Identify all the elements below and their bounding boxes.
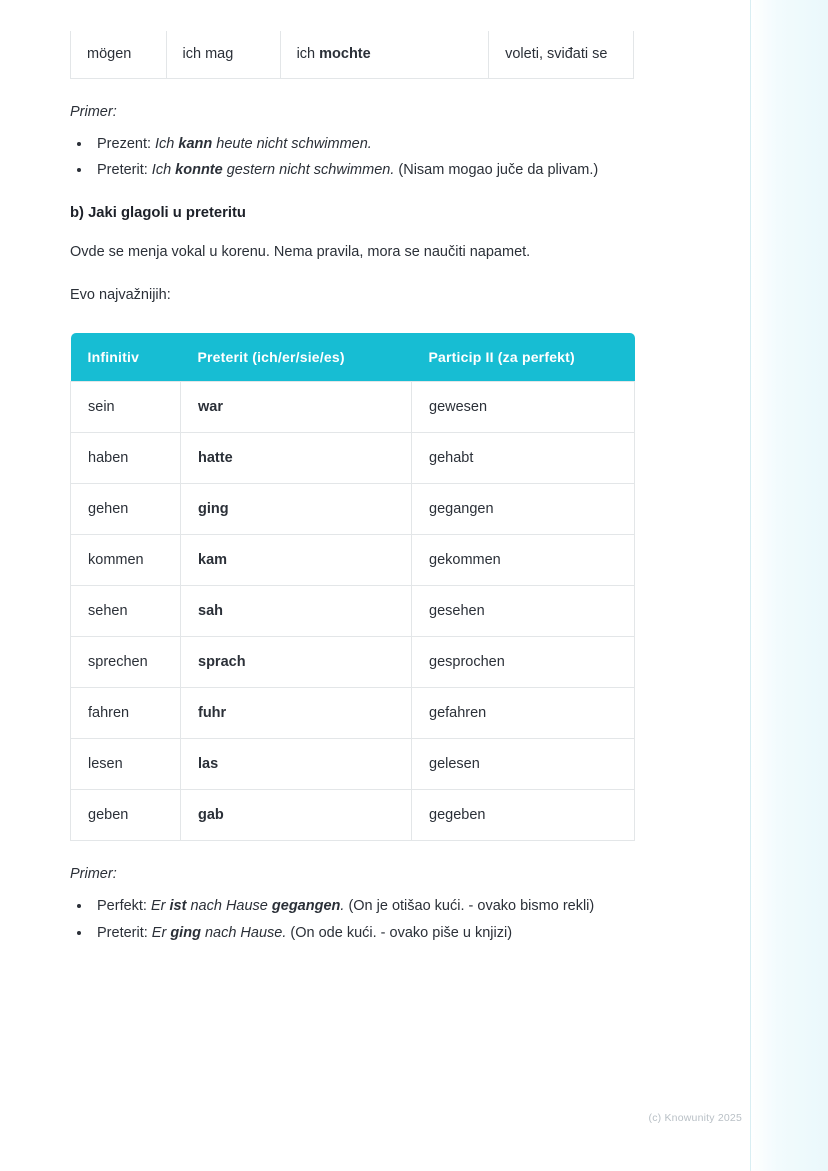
cell-particip: gesprochen xyxy=(412,637,635,688)
cell-infinitiv: fahren xyxy=(71,688,181,739)
examples-list-1 xyxy=(70,133,636,182)
column-header-infinitiv: Infinitiv xyxy=(71,333,181,382)
cell-particip: gewesen xyxy=(412,382,635,433)
example-italic-2: gestern nicht schwimmen. xyxy=(222,162,395,179)
table-row xyxy=(71,637,635,688)
table-row xyxy=(71,433,635,484)
primer-label-2: Primer: xyxy=(70,866,117,883)
table-header-row xyxy=(71,333,635,382)
cell-preterit: kam xyxy=(181,535,412,586)
example-italic-2: nach Hause. xyxy=(200,924,287,941)
table-row xyxy=(71,382,635,433)
example-italic-3: . xyxy=(340,898,345,915)
column-header-particip: Particip II (za perfekt) xyxy=(412,333,635,382)
example-prefix: Prezent: xyxy=(97,136,156,153)
table-row xyxy=(71,739,635,790)
table-row xyxy=(71,586,635,637)
list-item xyxy=(92,159,636,181)
table-row xyxy=(71,790,635,841)
example-italic-bold: ging xyxy=(170,924,201,941)
cell-meaning: voleti, sviđati se xyxy=(489,31,634,79)
cell-preterit: fuhr xyxy=(181,688,412,739)
modal-verbs-table-partial xyxy=(70,31,634,79)
example-italic-1: Ich xyxy=(151,162,176,179)
cell-preterite xyxy=(280,31,489,79)
example-suffix: (Nisam mogao juče da plivam.) xyxy=(394,162,599,179)
cell-infinitiv: haben xyxy=(71,433,181,484)
example-italic-bold: ist xyxy=(169,898,187,915)
example-prefix: Perfekt: xyxy=(97,898,151,915)
table-row xyxy=(71,484,635,535)
cell-infinitiv: lesen xyxy=(71,739,181,790)
list-item xyxy=(92,922,636,944)
cell-infinitiv: geben xyxy=(71,790,181,841)
column-header-preterit: Preterit (ich/er/sie/es) xyxy=(181,333,412,382)
cell-infinitiv: sprechen xyxy=(71,637,181,688)
table-row xyxy=(71,688,635,739)
cell-particip: gelesen xyxy=(412,739,635,790)
examples-list-2 xyxy=(70,895,636,944)
example-italic-bold: kann xyxy=(178,136,213,153)
primer-label-1: Primer: xyxy=(70,104,117,121)
cell-infinitive: mögen xyxy=(71,31,167,79)
strong-verbs-table xyxy=(70,333,635,841)
cell-preterit: ging xyxy=(181,484,412,535)
cell-particip: gegeben xyxy=(412,790,635,841)
cell-present: ich mag xyxy=(166,31,280,79)
example-italic-2: nach Hause xyxy=(186,898,272,915)
example-prefix: Preterit: xyxy=(97,162,152,179)
example-italic-1: Ich xyxy=(155,136,179,153)
cell-preterit: sah xyxy=(181,586,412,637)
cell-infinitiv: sehen xyxy=(71,586,181,637)
preterite-bold: mochte xyxy=(319,46,371,62)
cell-preterit: war xyxy=(181,382,412,433)
copyright-footer: (c) Knowunity 2025 xyxy=(648,1112,742,1124)
example-italic-1: Er xyxy=(151,924,171,941)
document-content xyxy=(70,0,636,948)
page-right-gradient-edge xyxy=(750,0,828,1171)
preterite-prefix: ich xyxy=(296,46,320,62)
cell-preterit: hatte xyxy=(181,433,412,484)
section-heading: b) Jaki glagoli u preteritu xyxy=(70,204,246,221)
example-prefix: Preterit: xyxy=(97,924,152,941)
paragraph-2: Evo najvažnijih: xyxy=(70,286,171,303)
example-suffix: (On je otišao kući. - ovako bismo rekli) xyxy=(344,898,595,915)
paragraph-1: Ovde se menja vokal u korenu. Nema pravila, mora se naučiti napamet. xyxy=(70,243,531,260)
cell-preterit: gab xyxy=(181,790,412,841)
example-italic-1: Er xyxy=(151,898,170,915)
cell-particip: gefahren xyxy=(412,688,635,739)
cell-infinitiv: sein xyxy=(71,382,181,433)
cell-particip: gegangen xyxy=(412,484,635,535)
cell-preterit: las xyxy=(181,739,412,790)
table-row xyxy=(71,31,634,79)
cell-particip: gesehen xyxy=(412,586,635,637)
example-italic-2: heute nicht schwimmen. xyxy=(212,136,372,153)
cell-particip: gekommen xyxy=(412,535,635,586)
cell-preterit: sprach xyxy=(181,637,412,688)
cell-infinitiv: gehen xyxy=(71,484,181,535)
example-suffix: (On ode kući. - ovako piše u knjizi) xyxy=(286,924,513,941)
list-item xyxy=(92,133,636,155)
example-italic-bold: konnte xyxy=(175,162,223,179)
table-row xyxy=(71,535,635,586)
example-italic-bold-2: gegangen xyxy=(271,898,341,915)
list-item xyxy=(92,895,636,917)
cell-infinitiv: kommen xyxy=(71,535,181,586)
cell-particip: gehabt xyxy=(412,433,635,484)
